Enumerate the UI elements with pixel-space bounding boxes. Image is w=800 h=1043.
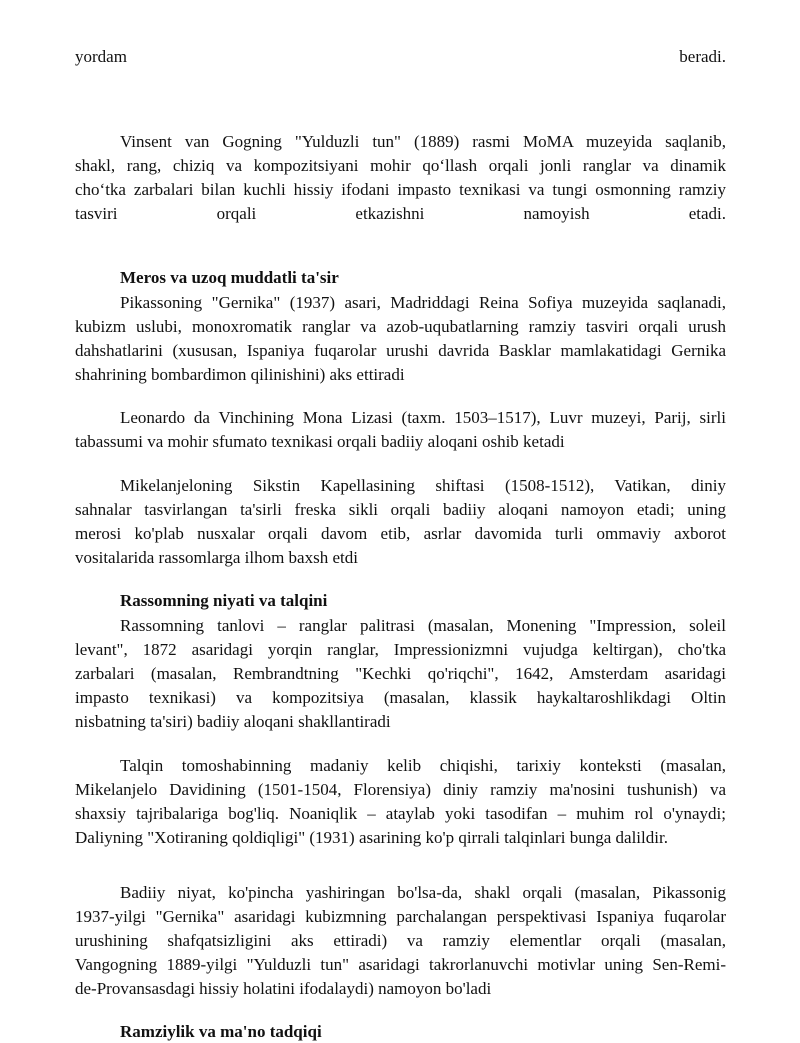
paragraph-line: impasto texnikasi) va kompozitsiya (masalan, klassik haykaltaroshlikdagi Oltin: [75, 688, 726, 707]
paragraph-line: Pikassoning "Gernika" (1937) asari, Madriddagi Reina Sofiya muzeyida saqlanadi,: [120, 293, 726, 312]
paragraph-line: nisbatning ta'siri) badiiy aloqani shakllantiradi: [75, 712, 391, 731]
paragraph-line: 1937-yilgi "Gernika" asaridagi kubizmning parchalangan perspektivasi Ispaniya fuqarolar: [75, 907, 726, 926]
paragraph-line: Badiiy niyat, ko'pincha yashiringan bo'lsa-da, shakl orqali (masalan, Pikassonig: [120, 883, 726, 902]
paragraph-line: shahrining bombardimon qilinishini) aks ettiradi: [75, 365, 405, 384]
paragraph-line: Leonardo da Vinchining Mona Lizasi (taxm. 1503–1517), Luvr muzeyi, Parij, sirli: [120, 408, 726, 427]
paragraph-line: vositalarida rassomlarga ilhom baxsh etdi: [75, 548, 358, 567]
paragraph-line: dahshatlarini (xususan, Ispaniya fuqarolar urushi davrida Basklar mamlakatidagi Gernika: [75, 341, 726, 360]
paragraph-line: Daliyning "Xotiraning qoldiqligi" (1931) asarining ko'p qirrali talqinlari bunga dalildir.: [75, 828, 668, 847]
paragraph-line: Mikelanjeloning Sikstin Kapellasining shiftasi (1508-1512), Vatikan, diniy: [120, 476, 726, 495]
paragraph-line: zarbalari (masalan, Rembrandtning "Kechki qo'riqchi", 1642, Amsterdam asaridagi: [75, 664, 726, 683]
paragraph-line: Vinsent van Gogning "Yulduzli tun" (1889) rasmi MoMA muzeyida saqlanib,: [120, 132, 726, 151]
paragraph-line: tasviri orqali etkazishni namoyish etadi.: [75, 204, 726, 223]
paragraph-line: Vangogning 1889-yilgi "Yulduzli tun" asaridagi takrorlanuvchi motivlar uning Sen-Remi-: [75, 955, 726, 974]
paragraph-line: kubizm uslubi, monoxromatik ranglar va azob-uqubatlarning ramziy tasviri orqali urush: [75, 317, 726, 336]
text-line: yordam beradi.: [75, 47, 726, 66]
section-heading: Ramziylik va ma'no tadqiqi: [120, 1022, 322, 1041]
paragraph-line: Talqin tomoshabinning madaniy kelib chiqishi, tarixiy konteksti (masalan,: [120, 756, 726, 775]
paragraph-line: shaxsiy tajribalariga bog'liq. Noaniqlik – ataylab yoki tasodifan – muhim rol o'ynaydi;: [75, 804, 726, 823]
paragraph-line: Rassomning tanlovi – ranglar palitrasi (masalan, Monening "Impression, soleil: [120, 616, 726, 635]
paragraph-line: cho‘tka zarbalari bilan kuchli hissiy ifodani impasto texnikasi va tungi osmonning ramziy: [75, 180, 726, 199]
paragraph-line: merosi ko'plab nusxalar orqali davom etib, asrlar davomida turli ommaviy axborot: [75, 524, 726, 543]
section-heading: Rassomning niyati va talqini: [120, 591, 328, 610]
section-heading: Meros va uzoq muddatli ta'sir: [120, 268, 339, 287]
paragraph-line: levant", 1872 asaridagi yorqin ranglar, Impressionizmni vujudga keltirgan), cho'tka: [75, 640, 726, 659]
paragraph-line: Mikelanjelo Davidining (1501-1504, Florensiya) diniy ramziy ma'nosini tushunish) va: [75, 780, 726, 799]
paragraph-line: tabassumi va mohir sfumato texnikasi orqali badiiy aloqani oshib ketadi: [75, 432, 565, 451]
paragraph-line: shakl, rang, chiziq va kompozitsiyani mohir qo‘llash orqali jonli ranglar va dinamik: [75, 156, 726, 175]
paragraph-line: de-Provansasdagi hissiy holatini ifodalaydi) namoyon bo'ladi: [75, 979, 492, 998]
paragraph-line: urushining shafqatsizligini aks ettiradi) va ramziy elementlar orqali (masalan,: [75, 931, 726, 950]
paragraph-line: sahnalar tasvirlangan ta'sirli freska sikli orqali badiiy aloqani namoyon etadi; uning: [75, 500, 726, 519]
